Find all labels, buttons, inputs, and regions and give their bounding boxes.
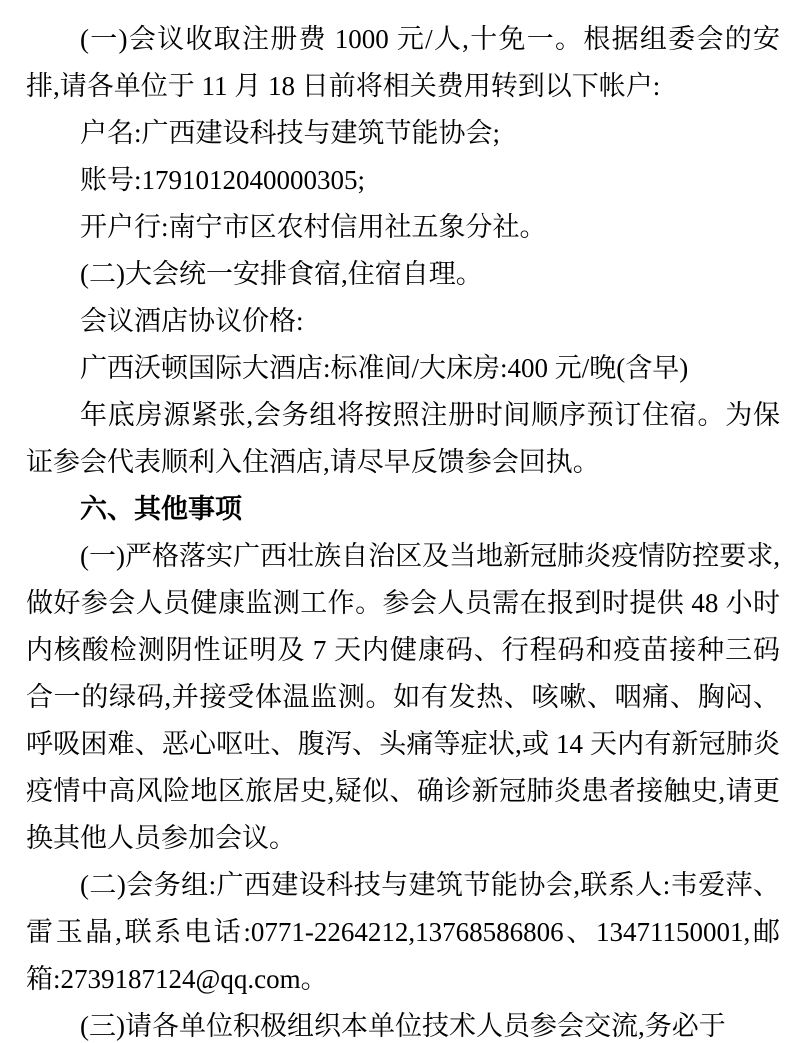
paragraph-account-name: 户名:广西建设科技与建筑节能协会; <box>80 118 501 148</box>
paragraph-covid-requirements: (一)严格落实广西壮族自治区及当地新冠肺炎疫情防控要求,做好参会人员健康监测工作。参会人员需在报到时提供 48 小时内核酸检测阴性证明及 7 天内健康码、行程码和疫苗接种三码合一的绿码,并接受体温监测。如有发热、咳嗽、咽痛、胸闷、呼吸困难、恶心呕吐、腹泻、头痛等症状,或 14 天内有新冠肺炎疫情中高风险地区旅居史,疑似、确诊新冠肺炎患者接触史,请更换其他人员参加会议。 <box>26 541 780 853</box>
paragraph-room-shortage: 年底房源紧张,会务组将按照注册时间顺序预订住宿。为保证参会代表顺利入住酒店,请尽早反馈参会回执。 <box>26 400 780 477</box>
paragraph-hotel-price-label: 会议酒店协议价格: <box>80 306 304 336</box>
paragraph-organizer-contact: (二)会务组:广西建设科技与建筑节能协会,联系人:韦爱萍、雷玉晶,联系电话:0771-2264212,13768586806、13471150001,邮箱:2739187124@qq.com。 <box>26 870 780 994</box>
paragraph-account-number: 账号:1791012040000305; <box>80 165 366 195</box>
paragraph-hotel-price: 广西沃顿国际大酒店:标准间/大床房:400 元/晚(含早) <box>80 353 689 383</box>
section-heading-other-matters: 六、其他事项 <box>80 494 242 524</box>
paragraph-account-bank: 开户行:南宁市区农村信用社五象分社。 <box>80 212 547 242</box>
paragraph-fee-registration: (一)会议收取注册费 1000 元/人,十免一。根据组委会的安排,请各单位于 11 月 18 日前将相关费用转到以下帐户: <box>26 24 780 101</box>
paragraph-participation-request: (三)请各单位积极组织本单位技术人员参会交流,务必于 <box>80 1011 726 1041</box>
paragraph-accommodation: (二)大会统一安排食宿,住宿自理。 <box>80 259 483 289</box>
